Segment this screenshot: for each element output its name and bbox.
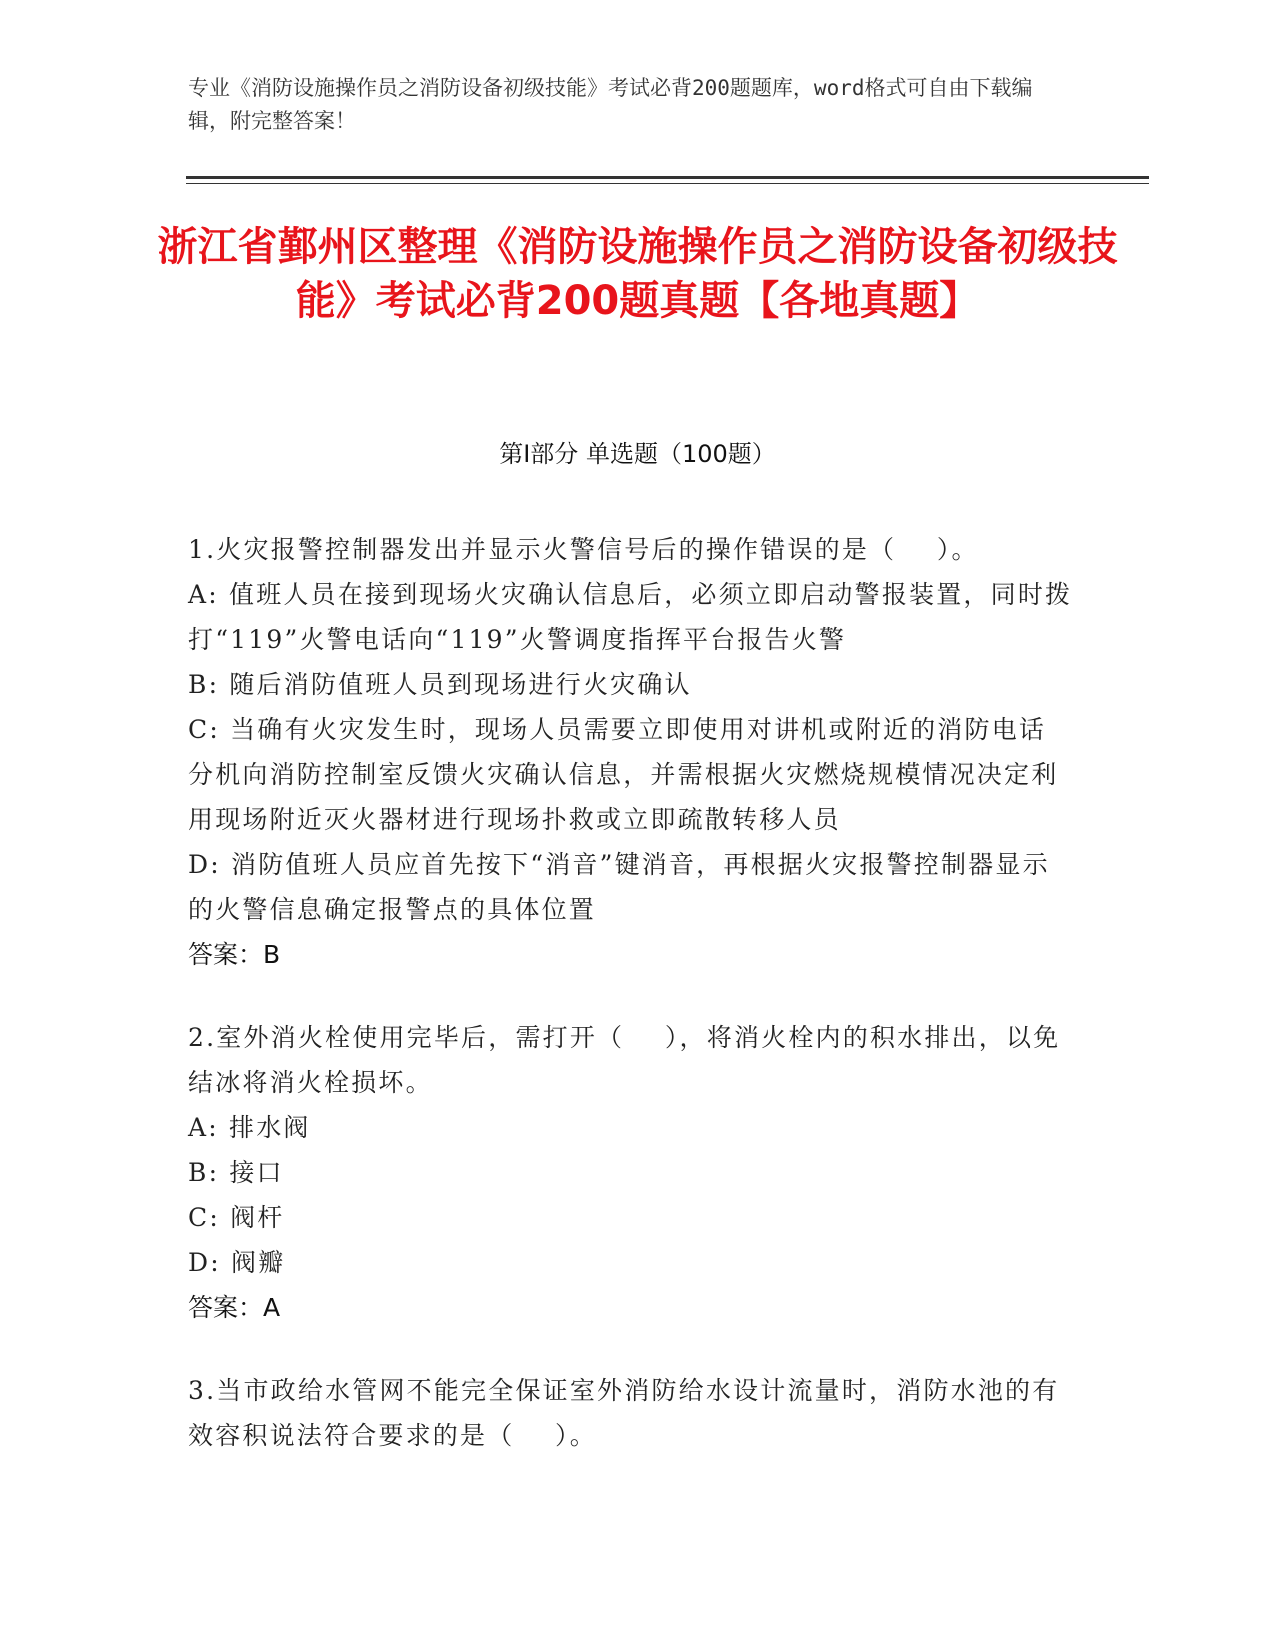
option-c: C: 当确有火灾发生时，现场人员需要立即使用对讲机或附近的消防电话分机向消防控制室反馈火灾确认信息，并需根据火灾燃烧规模情况决定利用现场附近灭火器材进行现场扑救或立即疏散转移人员 — [188, 715, 1059, 834]
question-stem: 3.当市政给水管网不能完全保证室外消防给水设计流量时，消防水池的有效容积说法符合要求的是（ ）。 — [188, 1376, 1060, 1450]
header-divider-thin — [186, 183, 1149, 184]
answer-label: 答案：A — [188, 1293, 281, 1322]
question-stem: 2.室外消火栓使用完毕后，需打开（ ），将消火栓内的积水排出，以免结冰将消火栓损坏。 — [188, 1023, 1061, 1097]
question-stem: 1.火灾报警控制器发出并显示火警信号后的操作错误的是（ ）。 — [188, 535, 979, 564]
option-b: B: 随后消防值班人员到现场进行火灾确认 — [188, 670, 692, 699]
option-b: B: 接口 — [188, 1158, 284, 1187]
option-a: A: 值班人员在接到现场火灾确认信息后，必须立即启动警报装置，同时拨打“119”火警电话向“119”火警调度指挥平台报告火警 — [188, 580, 1073, 654]
header-note: 专业《消防设施操作员之消防设备初级技能》考试必背200题题库，word格式可自由下载编辑，附完整答案！ — [188, 76, 1033, 133]
question-1 — [188, 527, 1073, 977]
answer-label: 答案：B — [188, 940, 281, 969]
question-list — [188, 527, 1073, 1496]
question-3 — [188, 1368, 1073, 1458]
option-c: C: 阀杆 — [188, 1203, 285, 1232]
option-d: D: 消防值班人员应首先按下“消音”键消音，再根据火灾报警控制器显示的火警信息确定报警点的具体位置 — [188, 850, 1050, 924]
question-2 — [188, 1015, 1073, 1330]
document-title: 浙江省鄞州区整理《消防设施操作员之消防设备初级技能》考试必背200题真题【各地真题】 — [157, 224, 1118, 324]
header-divider-thick — [186, 176, 1149, 179]
option-a: A: 排水阀 — [188, 1113, 311, 1142]
section-heading: 第I部分 单选题（100题） — [499, 440, 776, 468]
option-d: D: 阀瓣 — [188, 1248, 286, 1277]
